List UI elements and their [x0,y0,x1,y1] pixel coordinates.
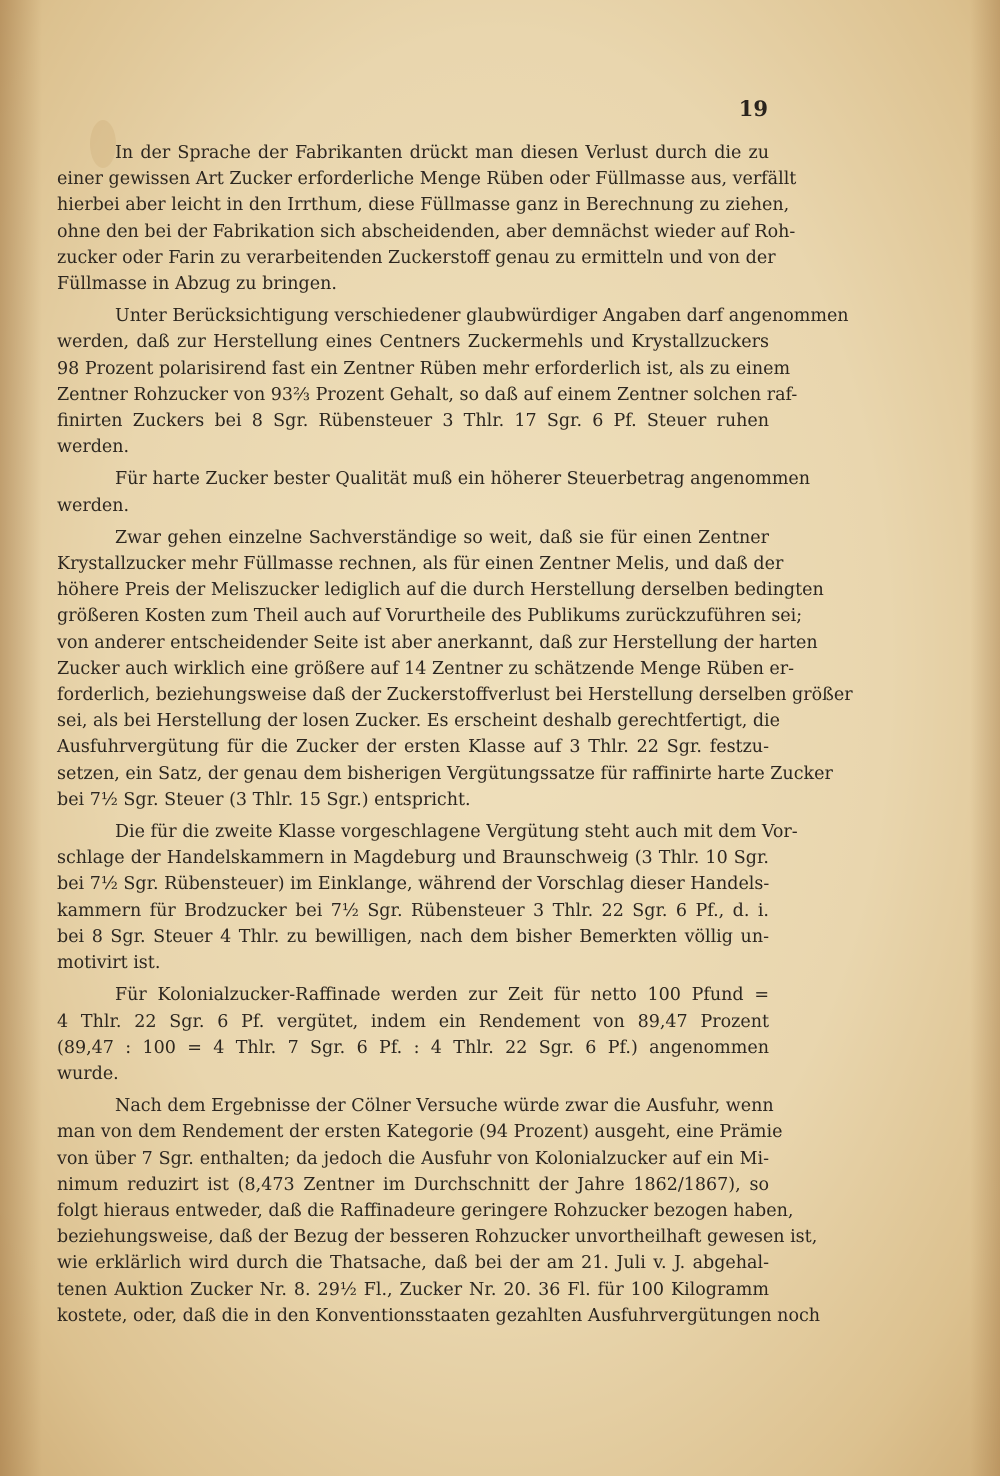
page-edge-shadow-left [0,0,42,1476]
text-line: bei 7½ Sgr. Rübensteuer) im Einklange, während der Vorschlag dieser Handels- [57,874,770,895]
paragraph [57,466,811,518]
body-text [57,140,853,1329]
text-line: nimum reduzirt ist (8,473 Zentner im Durchschnitt der Jahre 1862/1867), so [57,1174,769,1195]
text-line: In der Sprache der Fabrikanten drückt man diesen Verlust durch die zu [115,143,769,163]
text-line: Zucker auch wirklich eine größere auf 14 Zentner zu schätzende Menge Rüben er- [57,658,795,679]
text-line: setzen, ein Satz, der genau dem bisherigen Vergütungssatze für raffinirte harte Zucker [57,763,833,784]
text-line: finirten Zuckers bei 8 Sgr. Rübensteuer 3 Thlr. 17 Sgr. 6 Pf. Steuer ruhen [57,411,769,432]
text-line: man von dem Rendement der ersten Kategorie (94 Prozent) ausgeht, eine Prämie [57,1122,783,1143]
text-line: Zwar gehen einzelne Sachverständige so weit, daß sie für einen Zentner [115,527,769,548]
text-line: motivirt ist. [57,953,161,974]
paragraph [57,303,849,460]
text-line: zucker oder Farin zu verarbeitenden Zuckerstoff genau zu ermitteln und von der [57,247,776,268]
text-line: Für harte Zucker bester Qualität muß ein höherer Steuerbetrag angenommen [115,469,811,490]
text-line: ohne den bei der Fabrikation sich abscheidenden, aber demnächst wieder auf Roh- [57,221,796,242]
text-line: wie erklärlich wird durch die Thatsache, daß bei der am 21. Juli v. J. abgehal- [57,1253,769,1274]
text-line: Für Kolonialzucker-Raffinade werden zur Zeit für netto 100 Pfund = [115,985,769,1006]
text-line: sei, als bei Herstellung der losen Zucker. Es erscheint deshalb gerechtfertigt, die [57,711,781,732]
text-line: von über 7 Sgr. enthalten; da jedoch die Ausfuhr von Kolonialzucker auf ein Mi- [57,1148,769,1169]
text-line: kammern für Brodzucker bei 7½ Sgr. Rübensteuer 3 Thlr. 22 Sgr. 6 Pf., d. i. [57,900,769,921]
text-line: Zentner Rohzucker von 93⅔ Prozent Gehalt, so daß auf einem Zentner solchen raf- [57,384,798,405]
text-line: Krystallzucker mehr Füllmasse rechnen, als für einen Zentner Melis, und daß der [57,554,784,575]
text-line: tenen Auktion Zucker Nr. 8. 29½ Fl., Zucker Nr. 20. 36 Fl. für 100 Kilogramm [57,1279,769,1300]
text-line: bei 7½ Sgr. Steuer (3 Thlr. 15 Sgr.) entspricht. [57,789,471,810]
text-line: bei 8 Sgr. Steuer 4 Thlr. zu bewilligen, nach dem bisher Bemerkten völlig un- [57,926,769,947]
paragraph [57,140,797,297]
text-line: einer gewissen Art Zucker erforderliche Menge Rüben oder Füllmasse aus, verfällt [57,169,797,190]
page-number: 19 [738,96,768,121]
text-line: höhere Preis der Meliszucker lediglich auf die durch Herstellung derselben bedingten [57,580,824,601]
text-line: Füllmasse in Abzug zu bringen. [57,274,337,295]
text-line: wurde. [57,1063,119,1084]
text-line: forderlich, beziehungsweise daß der Zuckerstoffverlust bei Herstellung derselben größer [57,685,853,706]
text-line: schlage der Handelskammern in Magdeburg und Braunschweig (3 Thlr. 10 Sgr. [57,848,769,869]
text-line: werden. [57,495,130,516]
paragraph [57,819,798,976]
text-line: Die für die zweite Klasse vorgeschlagene Vergütung steht auch mit dem Vor- [115,822,798,843]
text-line: (89,47 : 100 = 4 Thlr. 7 Sgr. 6 Pf. : 4 Thlr. 22 Sgr. 6 Pf.) angenommen [57,1037,769,1058]
text-line: beziehungsweise, daß der Bezug der besseren Rohzucker unvortheilhaft gewesen ist, [57,1227,818,1248]
text-line: Nach dem Ergebnisse der Cölner Versuche würde zwar die Ausfuhr, wenn [115,1096,774,1117]
text-line: Ausfuhrvergütung für die Zucker der ersten Klasse auf 3 Thlr. 22 Sgr. festzu- [57,737,769,758]
paragraph [57,525,853,813]
text-line: von anderer entscheidender Seite ist aber anerkannt, daß zur Herstellung der harten [57,632,818,653]
text-line: 98 Prozent polarisirend fast ein Zentner Rüben mehr erforderlich ist, als zu einem [57,358,791,379]
paragraph [57,982,769,1087]
text-line: werden, daß zur Herstellung eines Centners Zuckermehls und Krystallzuckers [57,332,769,353]
text-line: kostete, oder, daß die in den Konventionsstaaten gezahlten Ausfuhrvergütungen noch [57,1305,821,1326]
text-line: größeren Kosten zum Theil auch auf Vorurtheile des Publikums zurückzuführen sei; [57,606,803,627]
text-line: Unter Berücksichtigung verschiedener glaubwürdiger Angaben darf angenommen [115,306,849,327]
text-line: werden. [57,437,130,458]
text-line: folgt hieraus entweder, daß die Raffinadeure geringere Rohzucker bezogen haben, [57,1200,794,1221]
paragraph [57,1093,821,1329]
text-line: 4 Thlr. 22 Sgr. 6 Pf. vergütet, indem ein Rendement von 89,47 Prozent [57,1011,769,1032]
text-line: hierbei aber leicht in den Irrthum, diese Füllmasse ganz in Berechnung zu ziehen, [57,195,790,216]
page-edge-shadow-right [970,0,1000,1476]
